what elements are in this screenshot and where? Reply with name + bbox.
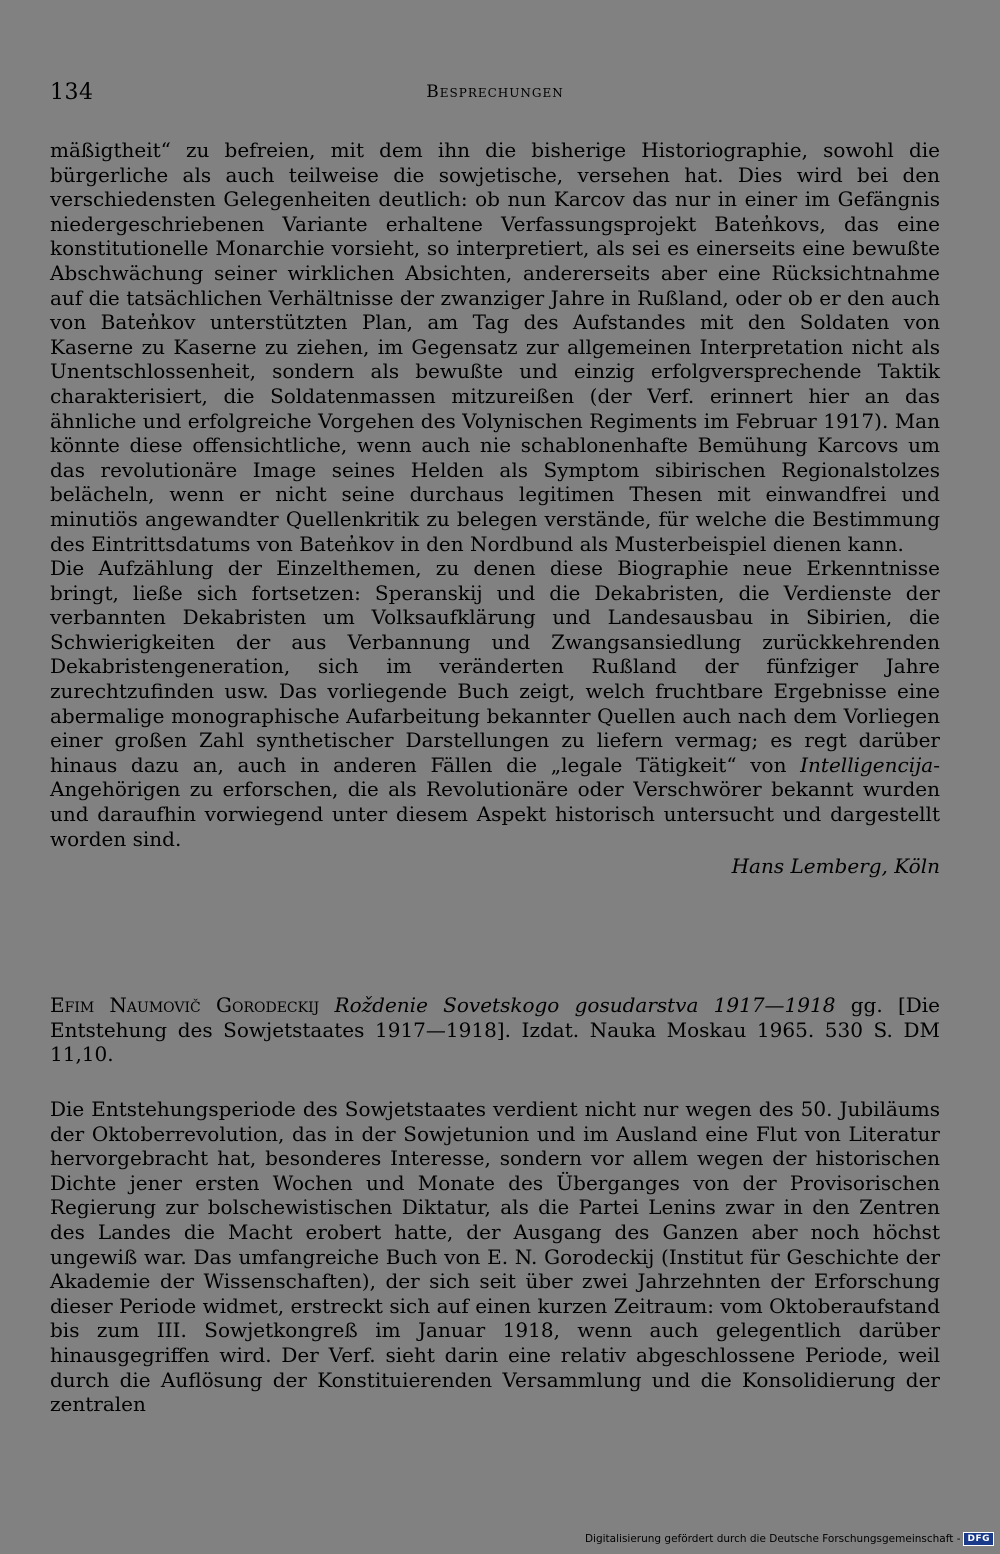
review-1-paragraph-1: mäßigtheit“ zu befreien, mit dem ihn die bisherige Historiographie, sowohl die bürgerliche als auch teilweise die sowjetische, versehen hat. Dies wird bei den verschiedensten Gelegenheiten deutlich: ob nun Karcov das nur in einer im Gefängnis niedergeschriebenen Variante erhaltene Verfassungsprojekt Baten̓kovs, das eine konstitutionelle Monarchie vorsieht, so interpretiert, als sei es einerseits eine bewußte Abschwächung seiner wirklichen Absichten, andererseits aber eine Rücksichtnahme auf die tatsächlichen Verhältnisse der zwanziger Jahre in Rußland, oder ob er den auch von Baten̓kov unterstützten Plan, am Tag des Aufstandes mit den Soldaten von Kaserne zu Kaserne zu ziehen, im Gegensatz zur allgemeinen Interpretation nicht als Unentschlossenheit, sondern als bewußte und einzig erfolgversprechende Taktik charakterisiert, die Soldatenmassen mitzureißen (der Verf. erinnert hier an das ähnliche und erfolgreiche Vorgehen des Volynischen Regiments im Februar 1917). Man könnte diese offensichtliche, wenn auch nie schablonenhafte Bemühung Karcovs um das revolutionäre Image seines Helden als Symptom sibirischen Regionalstolzes belächeln, wenn er nicht seine durchaus legitimen Thesen mit einwandfrei und minutiös angewandter Quellenkritik zu belegen verstände, für welche die Bestimmung des Eintrittsdatums von Baten̓kov in den Nordbund als Musterbeispiel dienen kann. (50, 138, 940, 556)
page-header (50, 80, 940, 112)
review-1-paragraph-2 (50, 556, 940, 851)
review-1-body (50, 138, 940, 879)
reviewer-signature: Hans Lemberg, Köln (731, 854, 940, 879)
paragraph-text: -Angehörigen zu erforschen, die als Revolutionäre oder Verschwörer bekannt wurden und daraufhin vorwiegend unter diesem Aspekt historisch untersucht und dargestellt worden sind. (50, 752, 940, 851)
citation-author: Efim Naumovič Gorodeckij (50, 993, 320, 1017)
paragraph-text: Die Aufzählung der Einzelthemen, zu denen diese Biographie neue Erkenntnisse bringt, ließe sich fortsetzen: Speranskij und die Dekabristen, die Verdienste der verbannten Dekabristen um Volksaufklärung und Landesausbau in Sibirien, die Schwierigkeiten der aus Verbannung und Zwangsansiedlung zurückkehrenden Dekabristengeneration, sich im veränderten Rußland der fünfziger Jahre zurechtzufinden usw. Das vorliegende Buch zeigt, welch fruchtbare Ergebnisse eine abermalige monographische Aufarbeitung bekannter Quellen auch nach dem Vorliegen einer großen Zahl synthetischer Darstellungen zu liefern vermag; es regt darüber hinaus dazu an, auch in anderen Fällen die „legale Tätigkeit“ von (50, 556, 940, 777)
dfg-logo-icon: DFG (963, 1532, 994, 1546)
running-head: Besprechungen (426, 82, 564, 102)
digitization-footer (585, 1532, 994, 1546)
page-number: 134 (50, 80, 94, 105)
review-2-body (50, 1097, 940, 1417)
footer-text: Digitalisierung gefördert durch die Deutsche Forschungsgemeinschaft - (584, 1533, 961, 1545)
book-citation (50, 993, 940, 1067)
italic-term: Intelligencija (800, 752, 934, 777)
review-2-paragraph-1: Die Entstehungsperiode des Sowjetstaates verdient nicht nur wegen des 50. Jubiläums der Oktoberrevolution, das in der Sowjetunion und im Ausland eine Flut von Literatur hervorgebracht hat, besonderes Interesse, sondern vor allem wegen der historischen Dichte jener ersten Wochen und Monate des Überganges von der Provisorischen Regierung zur bolschewistischen Diktatur, als die Partei Lenins zwar in den Zentren des Landes die Macht erobert hatte, der Ausgang des Ganzen aber noch höchst ungewiß war. Das umfangreiche Buch von E. N. Gorodeckij (Institut für Geschichte der Akademie der Wissenschaften), der sich seit über zwei Jahrzehnten der Erforschung dieser Periode widmet, erstreckt sich auf einen kurzen Zeitraum: vom Oktoberaufstand bis zum III. Sowjetkongreß im Januar 1918, wenn auch gelegentlich darüber hinausgegriffen wird. Der Verf. sieht darin eine relativ abgeschlossene Periode, weil durch die Auflösung der Konstituierenden Versammlung und die Konsolidierung der zentralen (50, 1097, 940, 1417)
citation-details: gg. [Die Entstehung des Sowjetstaates 1917—1918]. Izdat. Nauka Moskau 1965. 530 S. DM 11,10. (50, 993, 941, 1067)
citation-title: Roždenie Sovetskogo gosudarstva 1917—1918 (334, 993, 836, 1017)
